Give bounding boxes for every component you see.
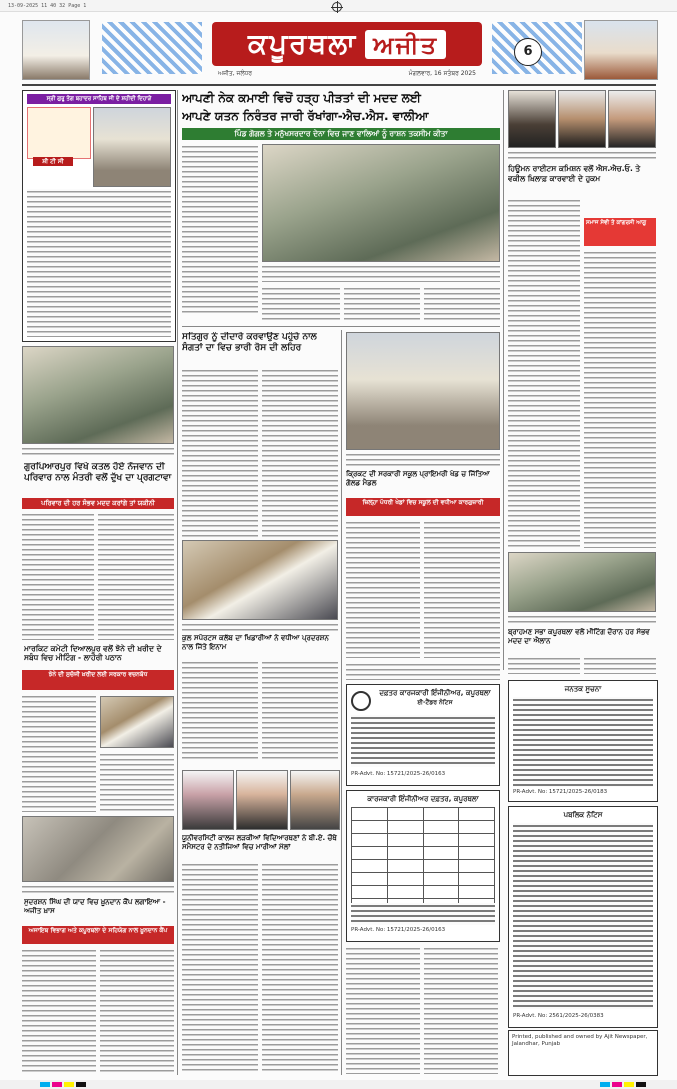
rmid-extra-text [346, 662, 500, 680]
promo-text [27, 189, 171, 337]
left-story3-text-b [100, 948, 174, 1074]
heritage-building-photo [584, 20, 658, 80]
right-text-b [584, 250, 656, 548]
promo-ad-card [27, 107, 91, 159]
page-number: 6 [514, 38, 542, 66]
yellow-swatch [64, 1082, 74, 1087]
student-photo-2 [236, 770, 288, 830]
sports-caption [182, 622, 338, 632]
masthead-date: ਮੰਗਲਵਾਰ, 16 ਸਤੰਬਰ 2025 [408, 70, 476, 77]
notice-ro: PR-Advt. No: 15721/2025-26/0183 [513, 789, 608, 795]
notice-text [513, 697, 653, 787]
promo-heading: ਸ੍ਰੀ ਗੁਰੂ ਤੇਗ ਬਹਾਦਰ ਸਾਹਿਬ ਜੀ ਦੇ ਸ਼ਹੀਦੀ ਦਿਹਾੜੇ [27, 94, 171, 104]
tender-text [351, 715, 495, 767]
sports-team-photo [182, 540, 338, 620]
magenta-swatch-right [612, 1082, 622, 1087]
portrait-2 [558, 90, 606, 148]
column-rule-1 [177, 90, 178, 1075]
left-story3-bar: ਅਜਾਇਬ ਵਿਭਾਗ ਅਤੇ ਕਪੂਰਥਲਾ ਦੇ ਸਹਿਯੋਗ ਨਾਲ ਖ਼ੂਨਦਾਨ ਕੈਂਪ [22, 926, 174, 944]
portrait-caption [508, 150, 656, 160]
registration-mark-icon [332, 2, 342, 12]
rmid-story1-headline: ਕ੍ਰਿਕਟ ਦੀ ਸਰਕਾਰੀ ਸਕੂਲ ਪ੍ਰਾਇਮਰੀ ਖੇਡ ਚ ਜਿੱਤਿਆ ਗੋਲਡ ਮੈਡਲ [346, 470, 490, 487]
mid-story2-headline: ਕੁਲ ਸਪੋਰਟਸ ਕਲੱਬ ਦਾ ਖਿਡਾਰੀਆਂ ਨੇ ਵਧੀਆ ਪ੍ਰਦਰਸ਼ਨ ਨਾਲ ਜਿੱਤੇ ਇਨਾਮ [182, 634, 329, 651]
student-photo-1 [182, 770, 234, 830]
right-tag: ਸਮਾਜ ਸੇਵੀ ਤੇ ਕਾਂਗਰਸੀ ਆਗੂ [584, 218, 656, 246]
meeting-photo [508, 552, 656, 612]
left-story3-headline: ਸੁਦਰਸ਼ਨ ਸਿੰਘ ਦੀ ਯਾਦ ਵਿਚ ਖ਼ੂਨਦਾਨ ਕੈਂਪ ਲਗਾਇਆ - ਅਜੀਤ ਖ਼ਾਸ [24, 898, 166, 915]
blood-donation-photo [22, 816, 174, 882]
rmid-story1-text-b [424, 520, 500, 658]
main-text-col [182, 144, 258, 314]
mid-story2-text-b [262, 660, 338, 760]
right-extra-a [508, 656, 580, 674]
blood-donation-caption [22, 884, 174, 894]
ceremony-photo [22, 346, 174, 444]
left-story2-text-b [100, 752, 174, 812]
rmid-bottom-text-a [346, 946, 420, 1074]
magenta-swatch [52, 1082, 62, 1087]
tender-title: ਈ-ਟੈਂਡਰ ਨੋਟਿਸ [417, 699, 453, 706]
masthead-edition: ਅਜੀਤ, ਜਲੰਧਰ [218, 70, 253, 77]
left-story2-headline: ਮਾਰਕਿਟ ਕਮੇਟੀ ਦਿਆਲਪੁਰ ਵਲੋਂ ਝੋਨੇ ਦੀ ਖ਼ਰੀਦ ਦੇ ਸਬੰਧ ਵਿਚ ਮੀਟਿੰਗ - ਲਾਹੌਰੀ ਪਠਾਨ [24, 644, 162, 662]
imprint-box [508, 1030, 658, 1076]
tender-office-title: ਦਫ਼ਤਰ ਕਾਰਜਕਾਰੀ ਇੰਜੀਨੀਅਰ, ਕਪੂਰਥਲਾ [379, 689, 491, 697]
public-notice-title: ਪਬਲਿਕ ਨੋਟਿਸ [563, 811, 603, 819]
cyan-swatch [40, 1082, 50, 1087]
meeting-caption [508, 614, 656, 624]
mid-story3-text-a [182, 862, 258, 1074]
mid-story2-text-a [182, 660, 258, 760]
mid-story1-headline: ਸਤਿਗੁਰ ਨੂੰ ਦੀਦਾਰੇ ਕਰਵਾਉਣ ਪਹੁੰਚੇ ਨਾਲ ਸੰਗਤਾਂ ਦਾ ਵਿਚ ਭਾਰੀ ਰੋਸ ਦੀ ਲਹਿਰ [182, 332, 317, 353]
mid-story3-headline: ਯੂਨੀਵਰਸਿਟੀ ਕਾਲਜ ਲੜਕੀਆਂ ਵਿਦਿਆਰਥਣਾਂ ਨੇ ਬੀ.ਏ. ਚੌਥੇ ਸਮੈਸਟਰ ਦੇ ਨਤੀਜਿਆਂ ਵਿਚ ਮਾਰੀਆਂ ਮੱਲਾਂ [182, 834, 337, 851]
rmid-bottom-text-b [424, 946, 498, 1074]
left-story1-headline: ਗੁਰਪਿਆਰਪੁਰ ਵਿਖੇ ਕਤਲ ਹੋਏ ਨੌਜਵਾਨ ਦੀ ਪਰਿਵਾਰ ਨਾਲ ਮੰਤਰੀ ਵਲੋਂ ਦੁੱਖ ਦਾ ਪ੍ਰਗਟਾਵਾ [24, 462, 172, 483]
main-text-c [344, 286, 420, 320]
main-subhead: ਪਿੰਡ ਗੋਗਲ ਤੇ ਮਨੁੱਖਸਰਦਾਰ ਦੇਨਾ ਵਿਚ ਜਾਣ ਵਾਲਿਆਂ ਨੂੰ ਰਾਸ਼ਨ ਤਕਸੀਮ ਕੀਤਾ [182, 128, 500, 140]
masthead-city: ਕਪੂਰਥਲਾ [247, 27, 358, 60]
table-ad-text [351, 903, 495, 925]
right-extra-b [584, 656, 656, 674]
main-text-b [262, 286, 340, 320]
mid-story3-text-b [262, 862, 338, 1074]
left-story2-bar: ਝੋਨੇ ਦੀ ਸੁਚੱਜੀ ਖ਼ਰੀਦ ਲਈ ਸਰਕਾਰ ਵਚਨਬੱਧ [22, 670, 174, 690]
award-caption [346, 452, 500, 466]
black-swatch [76, 1082, 86, 1087]
masthead-title [212, 22, 482, 66]
portrait-1 [508, 90, 556, 148]
public-notice-ro: PR-Advt. No: 2561/2025-26/0383 [513, 1013, 604, 1019]
ceremony-caption [22, 446, 174, 458]
main-photo-distribution [262, 144, 500, 262]
govt-logo-icon [351, 691, 371, 711]
left-story2-text-a [22, 694, 96, 812]
left-story1-text-b [98, 512, 174, 640]
promo-box [22, 90, 176, 342]
cyan-swatch-right [600, 1082, 610, 1087]
main-text-d [424, 286, 500, 320]
yellow-swatch-right [624, 1082, 634, 1087]
gurdwara-photo [22, 20, 90, 80]
left-story1-bar: ਪਰਿਵਾਰ ਦੀ ਹਰ ਸੰਭਵ ਮਦਦ ਕਰਾਂਗੇ ਤਾਂ ਯਕੀਨੀ [22, 498, 174, 509]
masthead-brand: ਅਜੀਤ [365, 30, 446, 59]
main-headline-line2: ਆਪਣੇ ਯਤਨ ਨਿਰੰਤਰ ਜਾਰੀ ਰੱਖਾਂਗਾ-ਐਚ.ਐਸ. ਵਾਲੀਆ [182, 109, 429, 123]
print-slug: 13-09-2025 11 40 32 Page 1 [0, 0, 677, 12]
blood-drive-poster [100, 696, 174, 748]
golden-temple-photo [93, 107, 171, 187]
rmid-story2-headline: ਬ੍ਰਾਹਮਣ ਸਭਾ ਕਪੂਰਥਲਾ ਵਲੋਂ ਮੀਟਿੰਗ ਦੌਰਾਨ ਹਰ ਸੰਭਵ ਮਦਦ ਦਾ ਐਲਾਨ [508, 628, 650, 645]
decorative-pattern [102, 22, 202, 74]
public-notice-2-ad [508, 806, 658, 1028]
main-photo-caption [262, 264, 500, 282]
masthead [22, 18, 656, 82]
left-story1-text-a [22, 512, 94, 640]
promo-badge: ਸ਼ੀ ਟੀ ਸੀ [33, 157, 73, 166]
rmid-story1-text-a [346, 520, 420, 658]
table-ad-title: ਕਾਰਜਕਾਰੀ ਇੰਜੀਨੀਅਰ ਦਫ਼ਤਰ, ਕਪੂਰਥਲਾ [367, 795, 479, 803]
portrait-3 [608, 90, 656, 148]
bottom-strip [0, 1080, 677, 1089]
imprint-text: Printed, published and owned by Ajit Newspaper, Jalandhar, Punjab [512, 1034, 648, 1047]
award-ceremony-photo [346, 332, 500, 450]
black-swatch-right [636, 1082, 646, 1087]
student-photo-3 [290, 770, 340, 830]
masthead-subline [212, 68, 482, 80]
notice-title: ਜਨਤਕ ਸੂਚਨਾ [564, 685, 602, 693]
section-rule [182, 326, 500, 327]
public-notice-ad [508, 680, 658, 802]
left-story3-text-a [22, 948, 96, 1074]
main-headline-line1: ਆਪਣੀ ਨੇਕ ਕਮਾਈ ਵਿਚੋਂ ਹੜ੍ਹ ਪੀੜਤਾਂ ਦੀ ਮਦਦ ਲਈ [182, 91, 421, 105]
table-ad-ro: PR-Advt. No: 15721/2025-26/0163 [351, 927, 446, 933]
public-notice-text [513, 823, 653, 1009]
right-text-a [508, 198, 580, 548]
table-ad-grid [351, 807, 495, 912]
tender-ro: PR-Advt. No: 15721/2025-26/0163 [351, 771, 446, 777]
column-rule-3 [503, 90, 504, 670]
masthead-rule [22, 84, 656, 86]
tender-ad [346, 684, 500, 786]
rmid-story1-bar: ਜ਼ਿਲ੍ਹਾ ਪੱਧਰੀ ਖੇਡਾਂ ਵਿਚ ਸਕੂਲ ਦੀ ਵਧੀਆ ਕਾਰਗੁਜ਼ਾਰੀ [346, 498, 500, 516]
column-rule-2 [341, 330, 342, 1075]
engineer-table-ad [346, 790, 500, 942]
right-top-headline: ਹਿਊਮਨ ਰਾਈਟਸ ਕਮਿਸ਼ਨ ਵਲੋਂ ਐਸ.ਐਚ.ਓ. ਤੇ ਵਕੀਲ ਖ਼ਿਲਾਫ਼ ਕਾਰਵਾਈ ਦੇ ਹੁਕਮ [508, 164, 641, 183]
